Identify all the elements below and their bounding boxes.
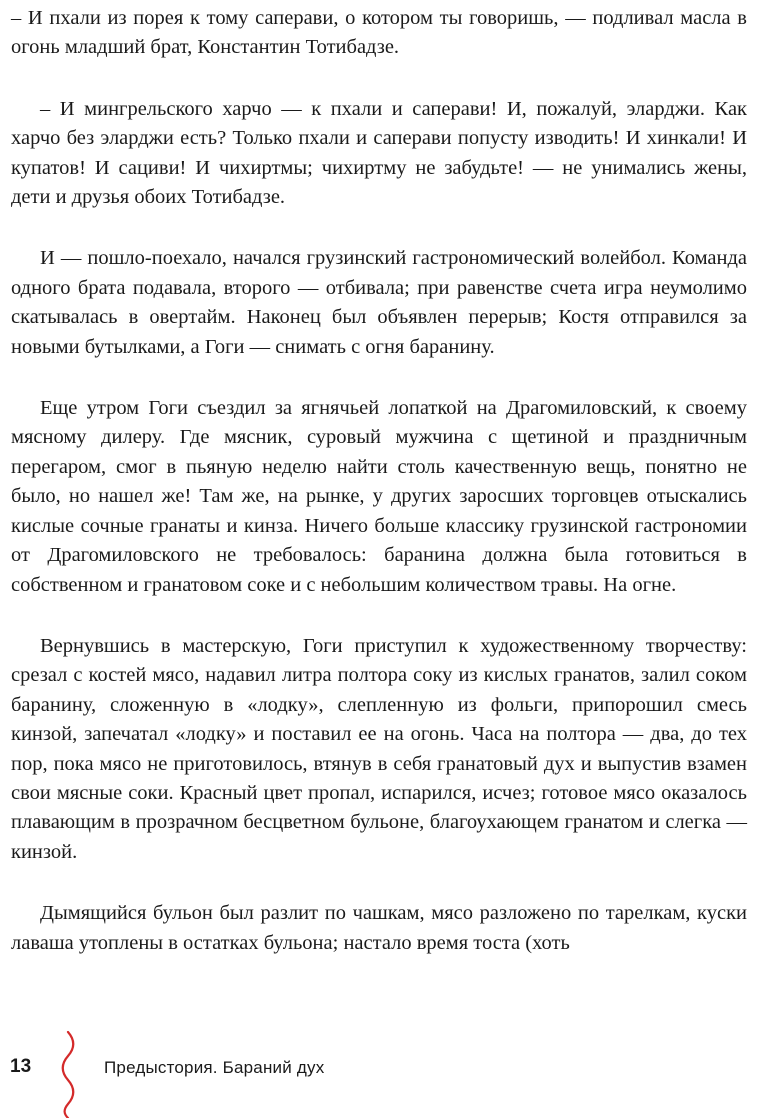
wavy-divider-icon bbox=[60, 1030, 82, 1118]
paragraph: Дымящийся бульон был разлит по чашкам, мясо разложено по тарелкам, куски лаваша утоплены в остатках бульона; настало время тоста (хоть bbox=[11, 902, 747, 954]
page-number: 13 bbox=[10, 1056, 32, 1077]
paragraph: – И мингрельского харчо — к пхали и саперави! И, пожалуй, эларджи. Как харчо без эларджи есть? Только пхали и саперави попусту изводить! И хинкали! И купатов! И сациви! И чихиртмы; чихиртму не забудьте! — не унимались жены, дети и друзья обоих Тотибадзе. bbox=[11, 97, 747, 209]
paragraph: И — пошло-поехало, начался грузинский гастрономический волейбол. Команда одного брата подавала, второго — отбивала; при равенстве счета игра неумолимо скатывалась в овертайм. Наконец был объявлен перерыв; Костя отправился за новыми бутылками, а Гоги — снимать с огня баранину. bbox=[11, 247, 747, 358]
paragraph: – И пхали из порея к тому саперави, о котором ты говоришь, — подливал масла в огонь младший брат, Константин Тотибадзе. bbox=[11, 7, 747, 59]
body-text bbox=[11, 4, 747, 958]
paragraph: Еще утром Гоги съездил за ягнячьей лопаткой на Драгомиловский, к своему мясному дилеру. Где мясник, суровый мужчина с щетиной и праздничным перегаром, смог в пьяную неделю найти столь качественную вещь, понятно не было, но нашел же! Там же, на рынке, у других заросших торговцев отыскались кислые сочные гранаты и кинза. Ничего больше классику грузинской гастрономии от Драгомиловского не требовалось: баранина должна была готовиться в собственном и гранатовом соке и с небольшим количеством травы. На огне. bbox=[11, 397, 747, 596]
page-footer bbox=[0, 1030, 758, 1118]
paragraph: Вернувшись в мастерскую, Гоги приступил к художественному творчеству: срезал с костей мясо, надавил литра полтора соку из кислых гранатов, залил соком баранину, сложенную в «лодку», слепленную из фольги, припорошил смесь кинзой, запечатал «лодку» и поставил ее на огонь. Часа на полтора — два, до тех пор, пока мясо не приготовилось, втянув в себя гранатовый дух и выпустив взамен свои мясные соки. Красный цвет пропал, испарился, исчез; готовое мясо оказалось плавающим в прозрачном бесцветном бульоне, благоухающем гранатом и слегка — кинзой. bbox=[11, 634, 747, 863]
running-section-title: Предыстория. Бараний дух bbox=[104, 1058, 325, 1077]
